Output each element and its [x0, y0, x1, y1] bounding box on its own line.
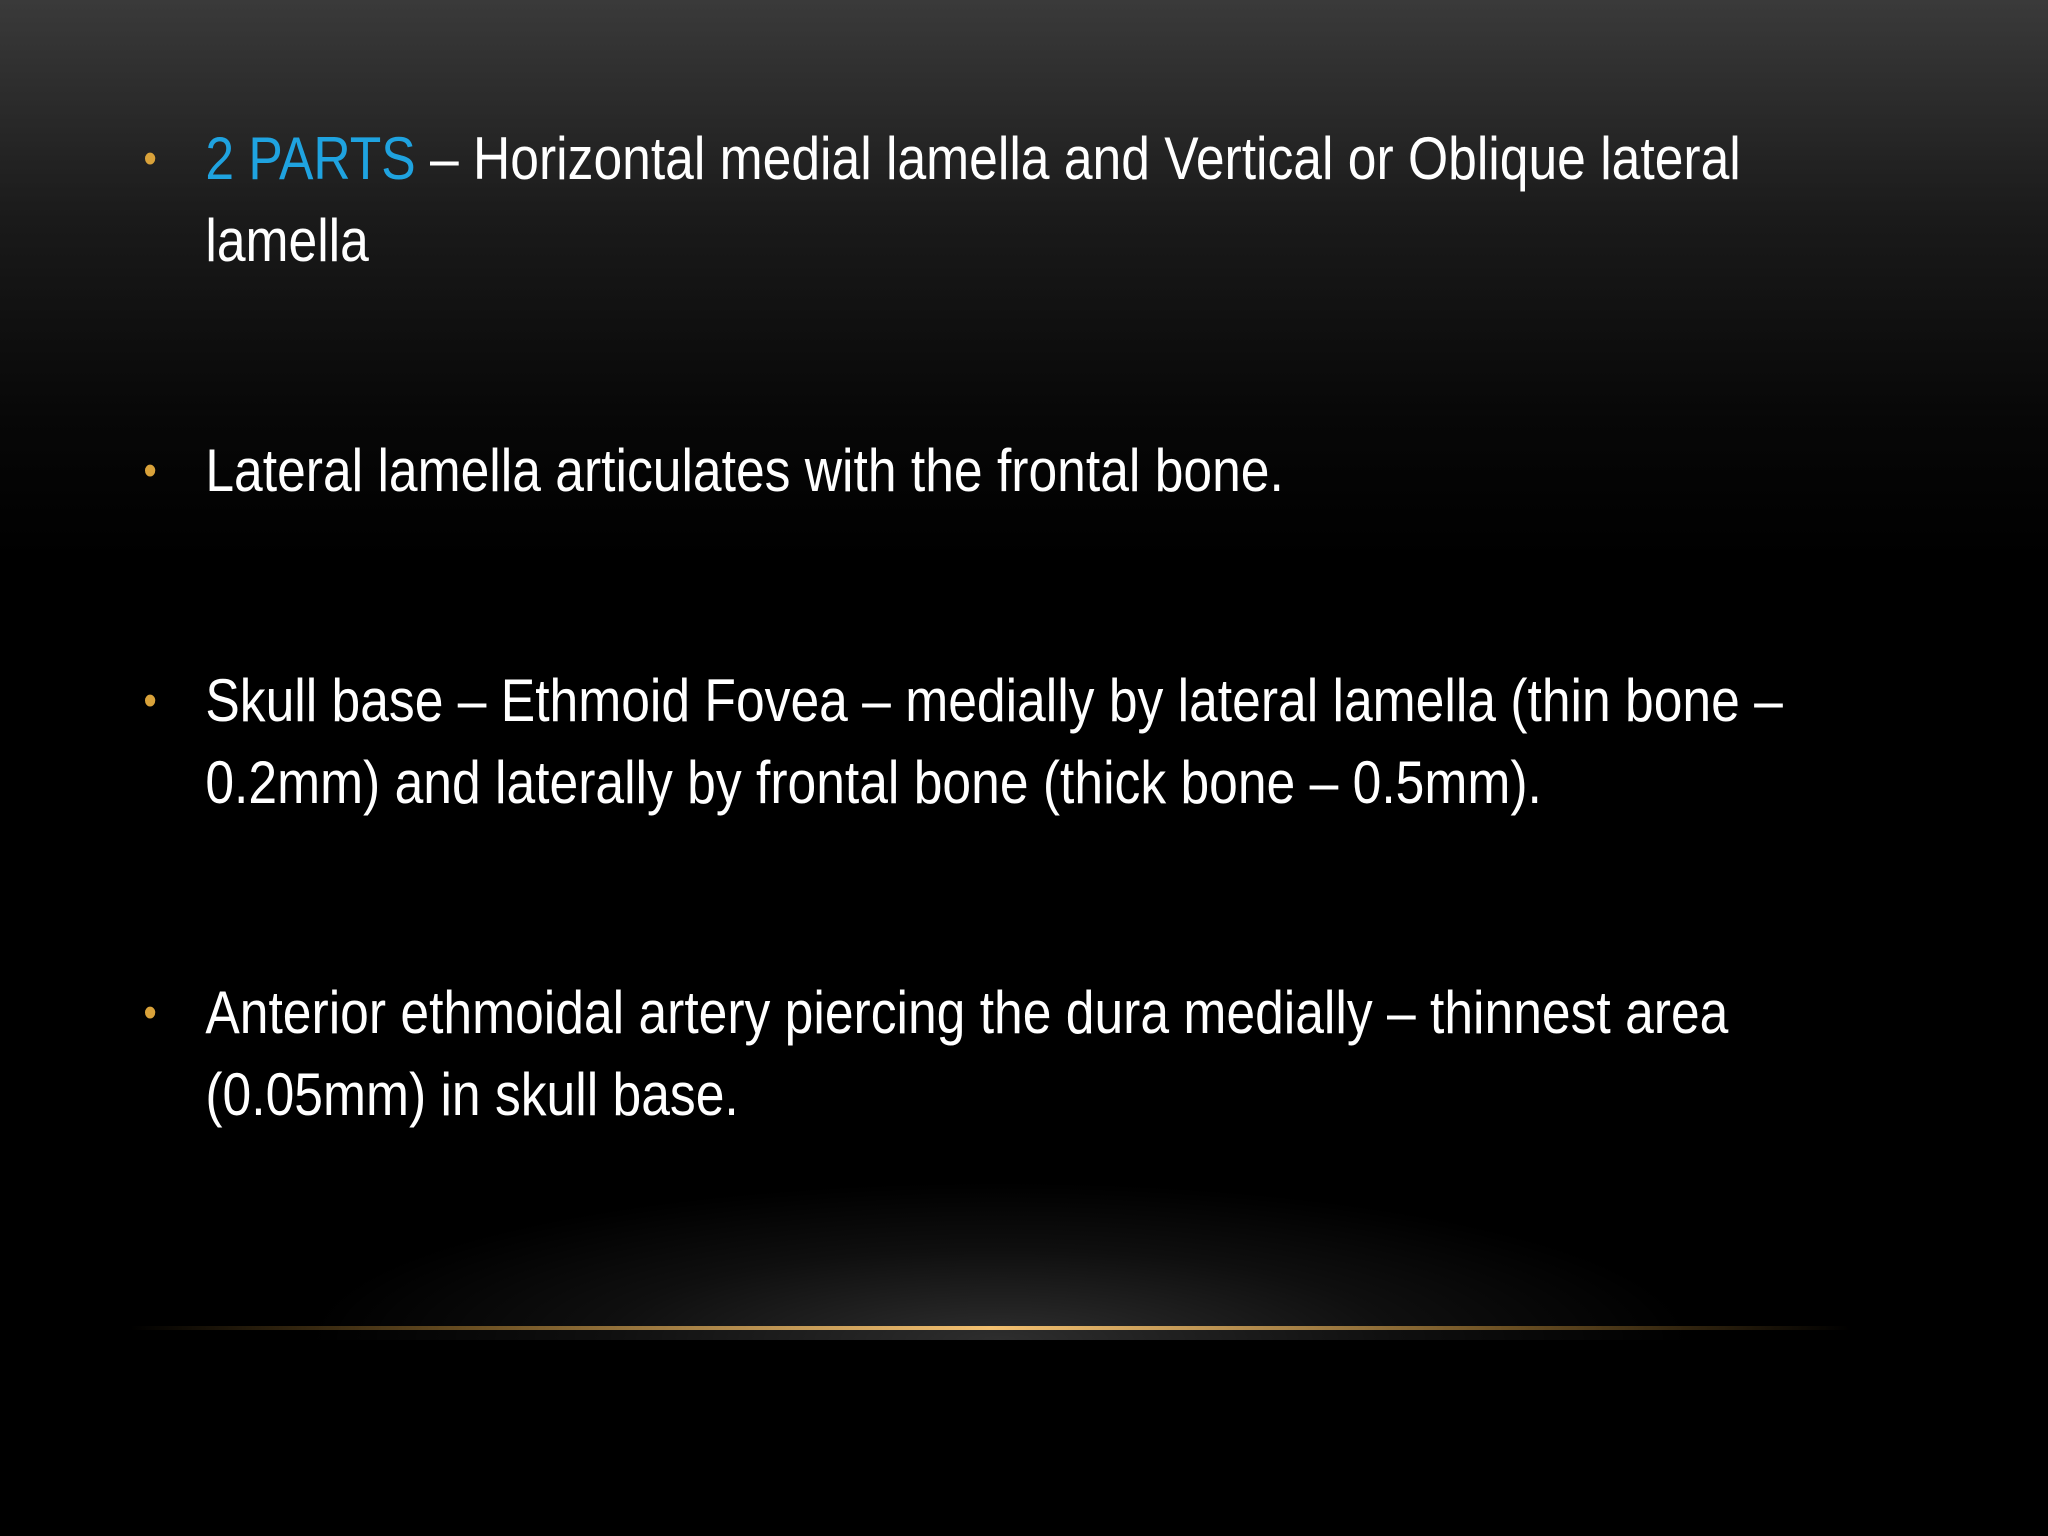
bullet-item-1 — [140, 118, 1848, 282]
bullet-item-4 — [140, 972, 1848, 1136]
bullet-icon: • — [143, 988, 157, 1037]
bullet-4-text: Anterior ethmoidal artery piercing the dura medially – thinnest area (0.05mm) in skull base. — [205, 979, 1729, 1128]
bottom-glow — [300, 1180, 1700, 1340]
bullet-list — [140, 118, 1860, 1136]
bullet-3-text: Skull base – Ethmoid Fovea – medially by lateral lamella (thin bone – 0.2mm) and laterally by frontal bone (thick bone – 0.5mm). — [205, 667, 1783, 816]
bullet-item-3 — [140, 660, 1848, 824]
bullet-item-2 — [140, 430, 1848, 512]
gold-divider-line — [130, 1326, 1850, 1330]
bullet-2-text: Lateral lamella articulates with the frontal bone. — [205, 437, 1284, 504]
bullet-icon: • — [143, 676, 157, 725]
bullet-1-accent: 2 PARTS — [205, 125, 416, 192]
bullet-icon: • — [143, 446, 157, 495]
bullet-1-text: – Horizontal medial lamella and Vertical or Oblique lateral lamella — [205, 125, 1741, 274]
bullet-icon: • — [143, 134, 157, 183]
